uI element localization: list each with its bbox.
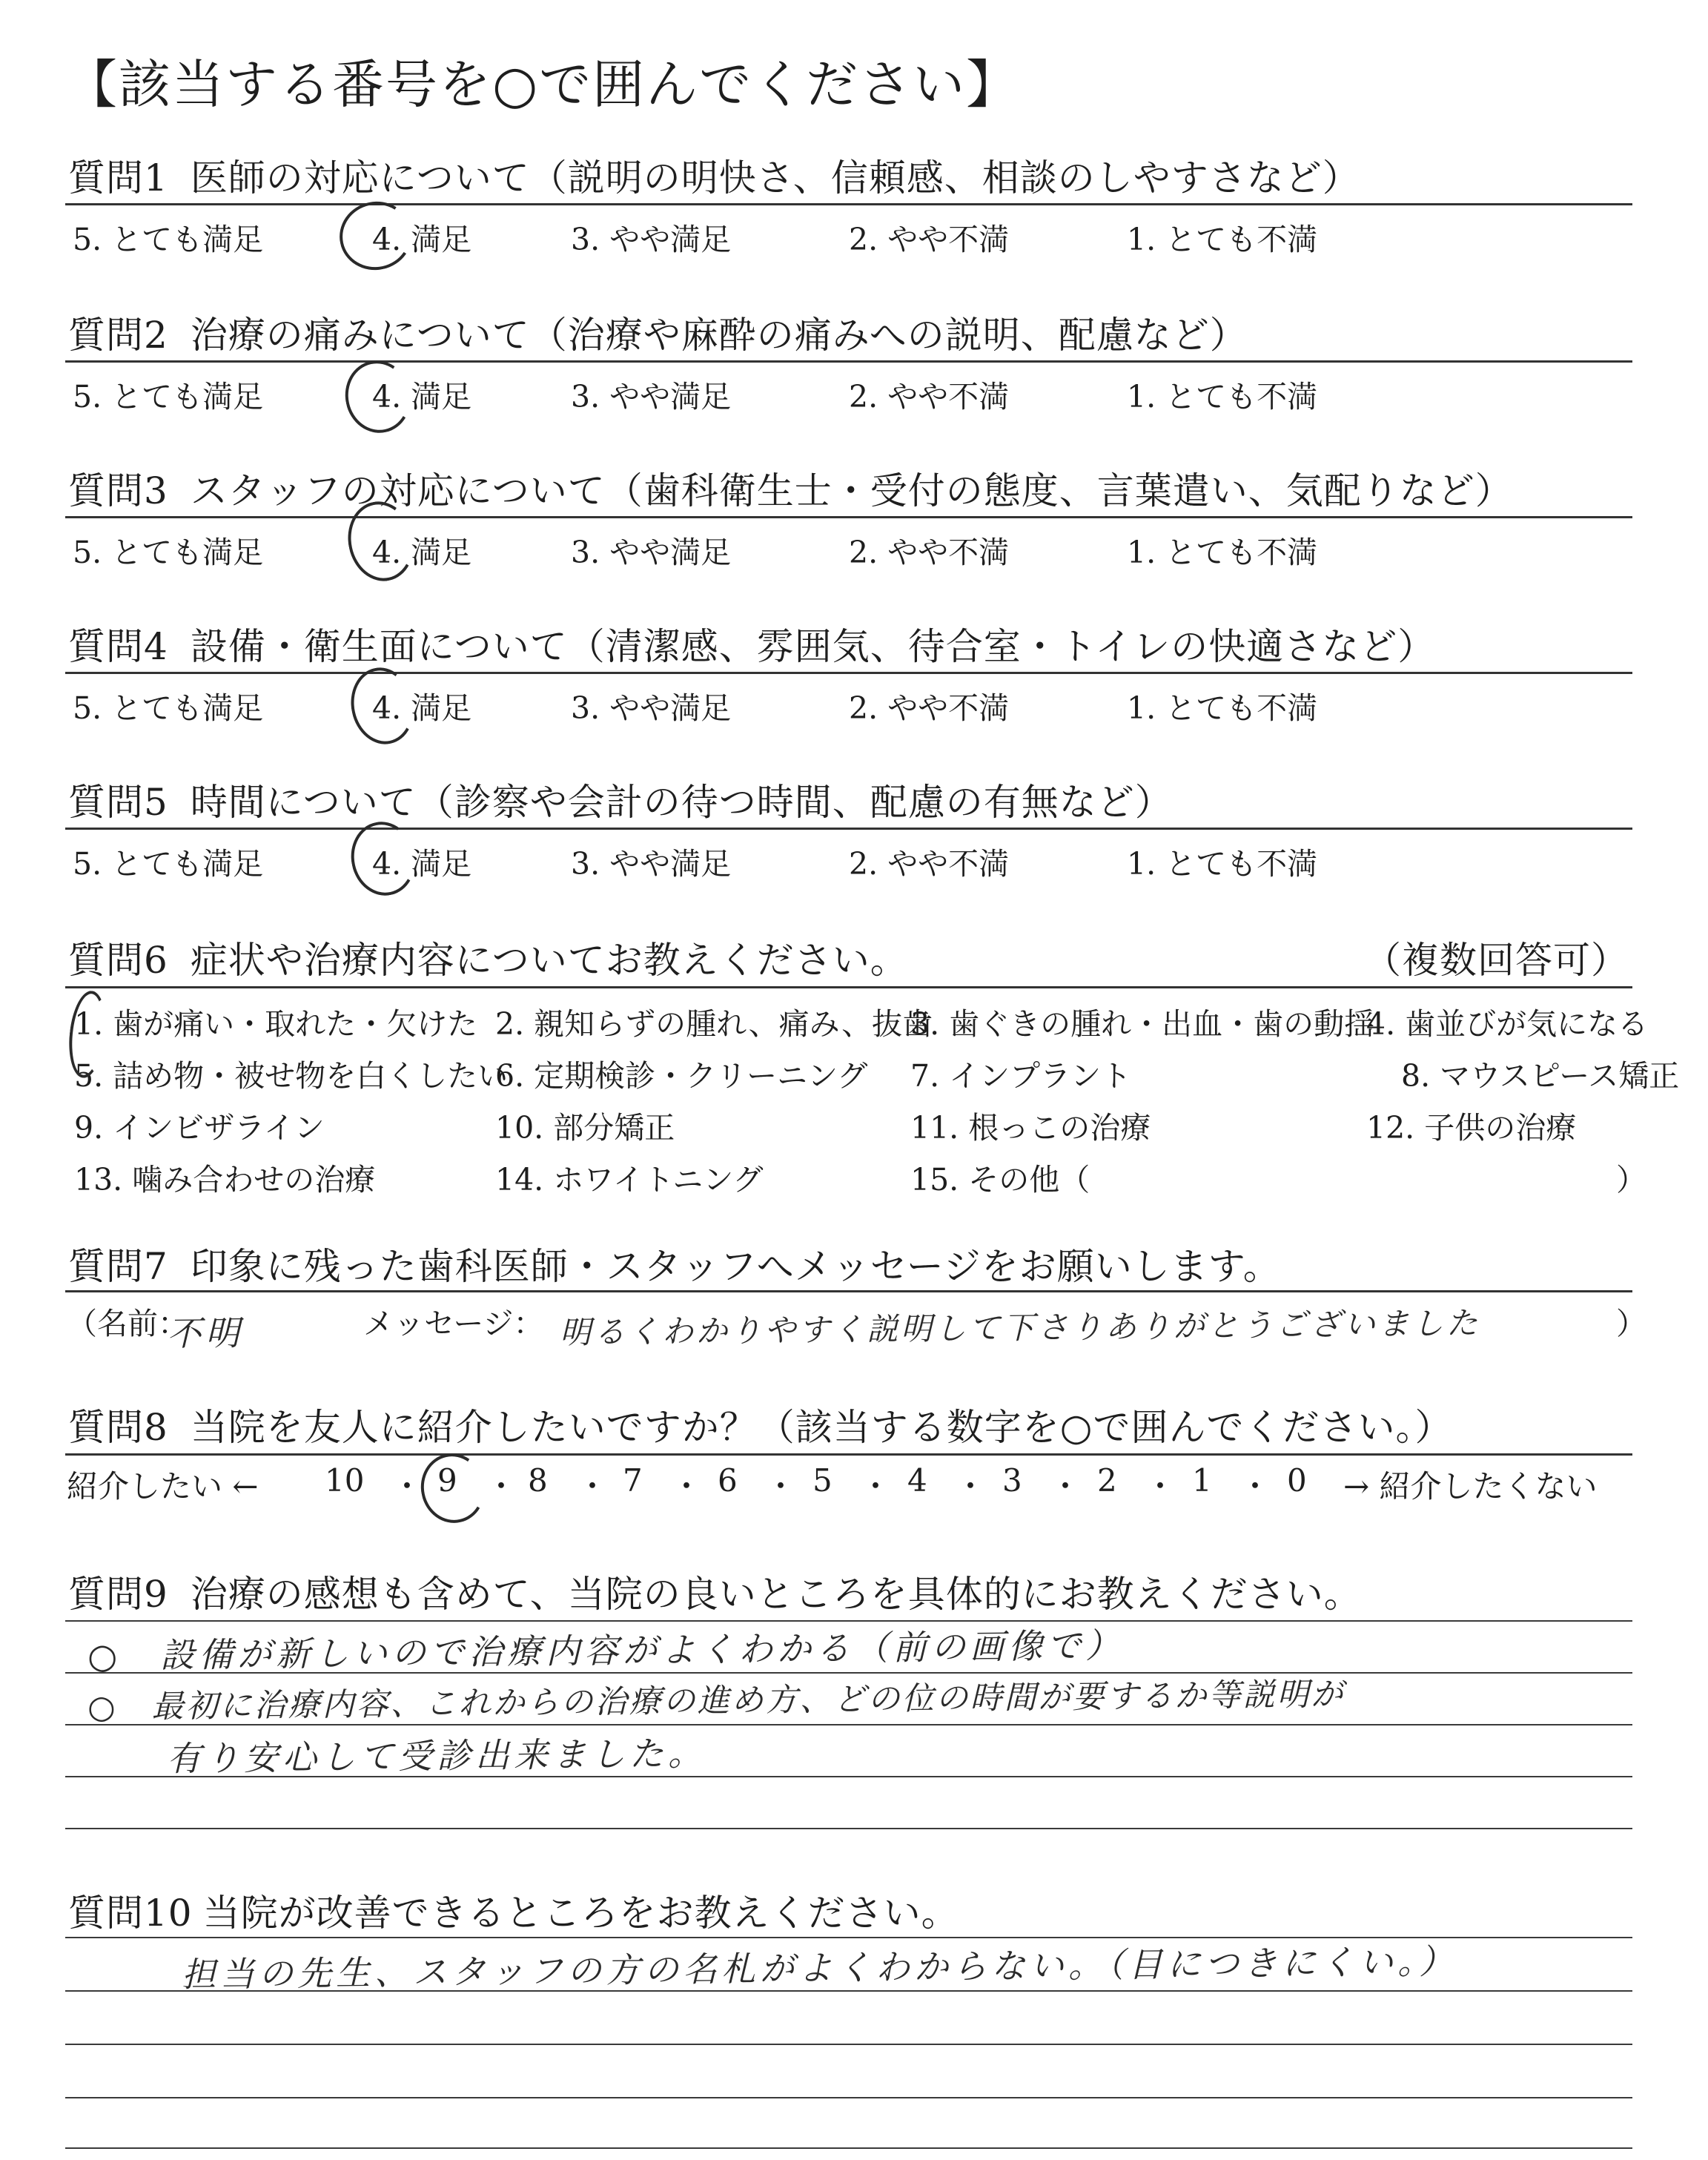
scale-3[interactable]: 3 (1002, 1462, 1022, 1499)
name-value[interactable]: 不明 (166, 1312, 245, 1354)
q2-option-2[interactable]: 2. やや不満 (849, 379, 1010, 415)
q2-option-1[interactable]: 1. とても不満 (1127, 379, 1318, 415)
scale-10[interactable]: 10 (325, 1462, 365, 1499)
q2-option-5[interactable]: 5. とても満足 (73, 379, 264, 415)
q6-item-9[interactable]: 9. インビザライン (74, 1110, 325, 1146)
q4-option-3[interactable]: 3. やや満足 (571, 690, 732, 726)
q6-item-1[interactable]: 1. 歯が痛い・取れた・欠けた (74, 1006, 478, 1042)
scale-2[interactable]: 2 (1097, 1462, 1117, 1499)
q1-option-5[interactable]: 5. とても満足 (73, 222, 264, 257)
q6-item-13[interactable]: 13. 噛み合わせの治療 (74, 1162, 376, 1198)
question-9-title: 質問9 治療の感想も含めて、当院の良いところを具体的にお教えください。 (68, 1573, 1362, 1616)
q4-selection-circle (344, 661, 421, 750)
q3-option-1[interactable]: 1. とても不満 (1127, 535, 1318, 570)
scale-dot: ・ (765, 1468, 797, 1505)
question-1-title: 質問1 医師の対応について（説明の明快さ、信頼感、相談のしやすさなど） (68, 156, 1360, 199)
q1-option-3[interactable]: 3. やや満足 (571, 222, 732, 257)
page-title: 【該当する番号を○で囲んでください】 (65, 54, 1020, 115)
q5-option-1[interactable]: 1. とても不満 (1127, 846, 1318, 882)
q5-option-3[interactable]: 3. やや満足 (571, 846, 732, 882)
question-5-title: 質問5 時間について（診察や会計の待つ時間、配慮の有無など） (68, 781, 1173, 824)
q6-item-2[interactable]: 2. 親知らずの腫れ、痛み、抜歯 (495, 1006, 933, 1042)
question-3-title: 質問3 スタッフの対応について（歯科衛生士・受付の態度、言葉遣い、気配りなど） (68, 469, 1513, 512)
message-close: ） (1616, 1306, 1646, 1341)
scale-1[interactable]: 1 (1192, 1462, 1212, 1499)
scale-dot: ・ (1145, 1468, 1176, 1505)
q1-option-4[interactable]: 4. 満足 (372, 222, 472, 257)
q9-answer-line-1[interactable]: ○ 設備が新しいので治療内容がよくわかる（前の画像で） (87, 1625, 1125, 1677)
q4-option-5[interactable]: 5. とても満足 (73, 690, 264, 726)
scale-dot: ・ (1239, 1468, 1271, 1505)
q2-option-4[interactable]: 4. 満足 (372, 379, 472, 415)
scale-0[interactable]: 0 (1287, 1462, 1307, 1499)
q3-option-2[interactable]: 2. やや不満 (849, 535, 1010, 570)
recommend-left-label: 紹介したい ← (67, 1468, 259, 1505)
q10-answer-line-1[interactable]: 担当の先生、スタッフの方の名札がよくわからない。（目につきにくい。） (181, 1941, 1458, 1995)
q1-option-1[interactable]: 1. とても不満 (1127, 222, 1318, 257)
scale-9[interactable]: 9 (437, 1462, 457, 1499)
q2-option-3[interactable]: 3. やや満足 (571, 379, 732, 415)
q3-option-5[interactable]: 5. とても満足 (73, 535, 264, 570)
scale-5[interactable]: 5 (812, 1462, 833, 1499)
q6-item-3[interactable]: 3. 歯ぐきの腫れ・出血・歯の動揺 (910, 1006, 1375, 1042)
q6-item-5[interactable]: 5. 詰め物・被せ物を白くしたい (74, 1058, 509, 1094)
scale-4[interactable]: 4 (907, 1462, 927, 1499)
multiple-answer-note: （複数回答可） (1364, 939, 1629, 982)
question-7-title: 質問7 印象に残った歯科医師・スタッフへメッセージをお願いします。 (68, 1245, 1281, 1288)
scale-dot: ・ (671, 1468, 703, 1505)
q6-item-4[interactable]: 4. 歯並びが気になる (1366, 1006, 1649, 1042)
scale-dot: ・ (860, 1468, 892, 1505)
q2-selection-circle (339, 354, 417, 439)
scale-dot: ・ (486, 1468, 517, 1505)
scale-dot: ・ (1050, 1468, 1082, 1505)
q5-option-2[interactable]: 2. やや不満 (849, 846, 1010, 882)
q9-answer-line-3[interactable]: 有り安心して受診出来ました。 (166, 1733, 707, 1779)
q5-option-4[interactable]: 4. 満足 (372, 846, 472, 882)
q5-option-5[interactable]: 5. とても満足 (73, 846, 264, 882)
q6-item-10[interactable]: 10. 部分矯正 (495, 1110, 675, 1146)
recommend-right-label: → 紹介したくない (1343, 1468, 1598, 1505)
scale-6[interactable]: 6 (718, 1462, 738, 1499)
name-label: （名前： (67, 1306, 188, 1341)
scale-7[interactable]: 7 (623, 1462, 643, 1499)
question-4-title: 質問4 設備・衛生面について（清潔感、雰囲気、待合室・トイレの快適さなど） (68, 625, 1436, 668)
q6-item-7[interactable]: 7. インプラント (910, 1058, 1132, 1094)
q6-item-11[interactable]: 11. 根っこの治療 (910, 1110, 1151, 1146)
q8-selection-circle (414, 1447, 491, 1529)
q6-item-12[interactable]: 12. 子供の治療 (1366, 1110, 1577, 1146)
q6-other-close: ） (1616, 1162, 1646, 1198)
q1-selection-circle (334, 195, 419, 277)
q6-item-14[interactable]: 14. ホワイトニング (495, 1162, 764, 1198)
message-value[interactable]: 明るくわかりやすく説明して下さりありがとうございました (559, 1304, 1481, 1351)
q9-answer-line-2[interactable]: ○ 最初に治療内容、これからの治療の進め方、どの位の時間が要するか等説明が (87, 1676, 1345, 1726)
scale-dot: ・ (391, 1468, 423, 1505)
q4-option-1[interactable]: 1. とても不満 (1127, 690, 1318, 726)
q6-item-6[interactable]: 6. 定期検診・クリーニング (495, 1058, 868, 1094)
scale-dot: ・ (955, 1468, 987, 1505)
q6-item-15[interactable]: 15. その他（ (910, 1162, 1090, 1198)
question-2-title: 質問2 治療の痛みについて（治療や麻酔の痛みへの説明、配慮など） (68, 314, 1248, 357)
q3-option-3[interactable]: 3. やや満足 (571, 535, 732, 570)
q4-option-2[interactable]: 2. やや不満 (849, 690, 1010, 726)
scale-8[interactable]: 8 (528, 1462, 548, 1499)
q4-option-4[interactable]: 4. 満足 (372, 690, 472, 726)
q1-option-2[interactable]: 2. やや不満 (849, 222, 1010, 257)
question-8-title: 質問8 当院を友人に紹介したいですか？（該当する数字を○で囲んでください。） (68, 1406, 1453, 1449)
scale-dot: ・ (577, 1468, 609, 1505)
q6-item-8[interactable]: 8. マウスピース矯正 (1401, 1058, 1680, 1094)
question-6-title: 質問6 症状や治療内容についてお教えください。 (68, 939, 908, 982)
q3-option-4[interactable]: 4. 満足 (372, 535, 472, 570)
message-label: メッセージ： (363, 1306, 544, 1341)
question-10-title: 質問10 当院が改善できるところをお教えください。 (68, 1892, 959, 1935)
